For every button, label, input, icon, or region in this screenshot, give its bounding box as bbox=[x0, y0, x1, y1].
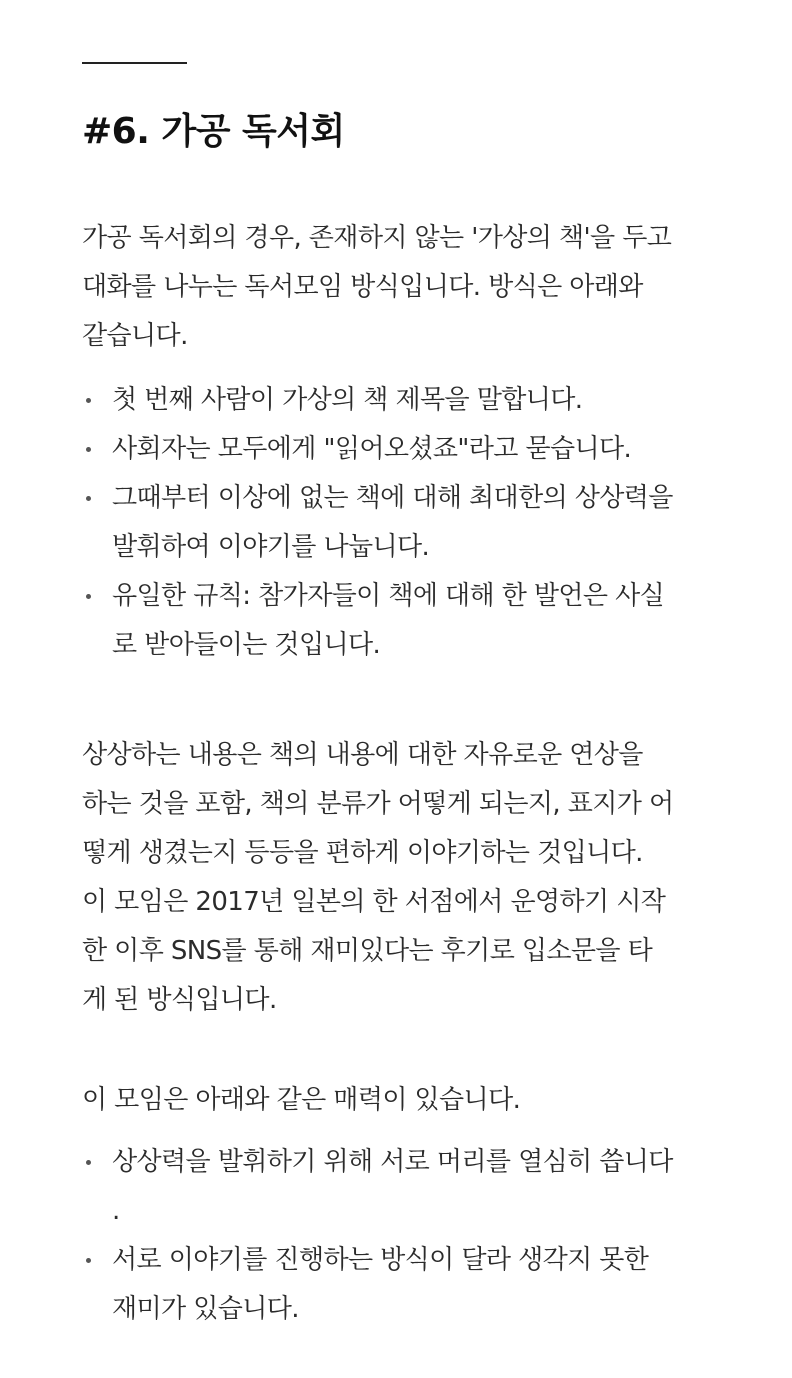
bullet-dot-icon bbox=[86, 447, 91, 452]
charms-list bbox=[82, 1138, 722, 1334]
charm-item bbox=[82, 1236, 722, 1334]
intro-paragraph bbox=[82, 214, 702, 361]
divider-line bbox=[82, 62, 187, 64]
bullet-dot-icon bbox=[86, 398, 91, 403]
rule-line: 로 받아들이는 것입니다. bbox=[112, 630, 381, 660]
rule-item bbox=[82, 572, 722, 670]
body-line: 떻게 생겼는지 등등을 편하게 이야기하는 것입니다. bbox=[82, 838, 643, 868]
body-line: 이 모임은 2017년 일본의 한 서점에서 운영하기 시작 bbox=[82, 887, 666, 917]
rule-item bbox=[82, 425, 722, 474]
intro-line: 가공 독서회의 경우, 존재하지 않는 '가상의 책'을 두고 bbox=[82, 223, 672, 253]
charm-line: . bbox=[112, 1196, 120, 1226]
charm-line: 재미가 있습니다. bbox=[112, 1294, 299, 1324]
rule-line: 그때부터 이상에 없는 책에 대해 최대한의 상상력을 bbox=[112, 483, 673, 513]
rule-item bbox=[82, 376, 722, 425]
body-paragraph bbox=[82, 731, 702, 1025]
section-heading: #6. 가공 독서회 bbox=[82, 111, 345, 152]
bullet-dot-icon bbox=[86, 1160, 91, 1165]
body-line: 상상하는 내용은 책의 내용에 대한 자유로운 연상을 bbox=[82, 740, 643, 770]
rule-line: 유일한 규칙: 참가자들이 책에 대해 한 발언은 사실 bbox=[112, 581, 665, 611]
rule-line: 첫 번째 사람이 가상의 책 제목을 말합니다. bbox=[112, 385, 583, 415]
body-line: 게 된 방식입니다. bbox=[82, 985, 277, 1015]
intro-line: 같습니다. bbox=[82, 321, 188, 351]
bullet-dot-icon bbox=[86, 496, 91, 501]
body-line: 한 이후 SNS를 통해 재미있다는 후기로 입소문을 타 bbox=[82, 936, 653, 966]
bullet-dot-icon bbox=[86, 594, 91, 599]
rule-line: 발휘하여 이야기를 나눕니다. bbox=[112, 532, 430, 562]
charm-line: 서로 이야기를 진행하는 방식이 달라 생각지 못한 bbox=[112, 1245, 649, 1275]
charm-item bbox=[82, 1138, 722, 1236]
rules-list bbox=[82, 376, 722, 670]
rule-item bbox=[82, 474, 722, 572]
charm-intro-paragraph bbox=[82, 1076, 702, 1125]
rule-line: 사회자는 모두에게 "읽어오셨죠"라고 묻습니다. bbox=[112, 434, 632, 464]
bullet-dot-icon bbox=[86, 1258, 91, 1263]
intro-line: 대화를 나누는 독서모임 방식입니다. 방식은 아래와 bbox=[82, 272, 643, 302]
charm-line: 상상력을 발휘하기 위해 서로 머리를 열심히 씁니다 bbox=[112, 1147, 673, 1177]
charm-intro-line: 이 모임은 아래와 같은 매력이 있습니다. bbox=[82, 1085, 521, 1115]
body-line: 하는 것을 포함, 책의 분류가 어떻게 되는지, 표지가 어 bbox=[82, 789, 674, 819]
